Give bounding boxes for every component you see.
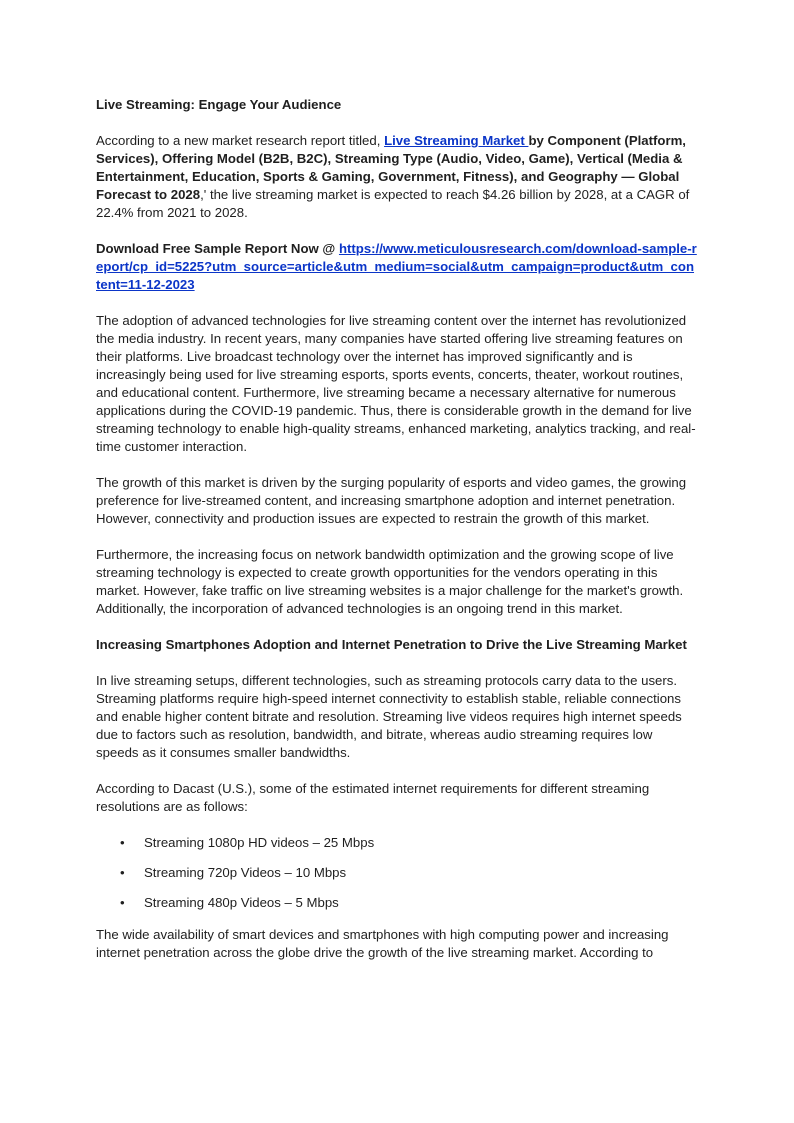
list-item: [96, 894, 698, 912]
bullet-icon: •: [120, 865, 125, 880]
document-page: [96, 96, 698, 980]
intro-prefix: According to a new market research report titled,: [96, 133, 385, 148]
section-paragraph-2: According to Dacast (U.S.), some of the estimated internet requirements for different streaming resolutions are as follows:: [96, 781, 650, 814]
list-item-text: Streaming 720p Videos – 10 Mbps: [144, 865, 347, 880]
list-item-text: Streaming 480p Videos – 5 Mbps: [144, 895, 339, 910]
requirements-list: [96, 834, 698, 912]
live-streaming-market-link[interactable]: Live Streaming Market: [384, 133, 529, 148]
section-heading: Increasing Smartphones Adoption and Internet Penetration to Drive the Live Streaming Market: [96, 637, 687, 652]
bullet-icon: •: [120, 835, 125, 850]
body-paragraph-2: The growth of this market is driven by the surging popularity of esports and video games, the growing preference for live-streamed content, and increasing smartphone adoption and internet penetration. However, connectivity and production issues are expected to restrain the growth of this market.: [96, 475, 687, 526]
bullet-icon: •: [120, 895, 125, 910]
document-title: Live Streaming: Engage Your Audience: [96, 97, 342, 112]
closing-paragraph: The wide availability of smart devices and smartphones with high computing power and increasing internet penetration across the globe drive the growth of the live streaming market. According to: [96, 927, 669, 960]
list-item-text: Streaming 1080p HD videos – 25 Mbps: [144, 835, 375, 850]
list-item: [96, 834, 698, 852]
body-paragraph-3: Furthermore, the increasing focus on network bandwidth optimization and the growing scope of live streaming technology is expected to create growth opportunities for the vendors operating in this market. However, fake traffic on live streaming websites is a major challenge for the market's growth. Additionally, the incorporation of advanced technologies is an ongoing trend in this market.: [96, 547, 684, 616]
download-paragraph: [96, 240, 698, 294]
download-sample-link[interactable]: https://www.meticulousresearch.com/download-sample-report/cp_id=5225?utm_source=article&utm_medium=social&utm_campaign=product&utm_content=11-12-2023: [96, 241, 697, 292]
intro-suffix: ,' the live streaming market is expected to reach $4.26 billion by 2028, at a CAGR of 22.4% from 2021 to 2028.: [96, 187, 690, 220]
intro-paragraph: [96, 132, 698, 222]
section-paragraph-1: In live streaming setups, different technologies, such as streaming protocols carry data to the users. Streaming platforms require high-speed internet connectivity to establish stable, reliable connections and enable higher content bitrate and resolution. Streaming live videos requires high internet speeds due to factors such as resolution, bandwidth, and bitrate, whereas audio streaming requires low speeds as it consumes smaller bandwidths.: [96, 673, 682, 760]
list-item: [96, 864, 698, 882]
download-label: Download Free Sample Report Now @: [96, 241, 339, 256]
report-title-bold: by Component (Platform, Services), Offering Model (B2B, B2C), Streaming Type (Audio, Video, Game), Vertical (Media & Entertainment, Education, Sports & Gaming, Government, Fitness), and Geography — Global Forecast to 2028: [96, 133, 686, 202]
body-paragraph-1: The adoption of advanced technologies for live streaming content over the internet has revolutionized the media industry. In recent years, many companies have started offering live streaming features on their platforms. Live broadcast technology over the internet has improved significantly and is increasingly being used for live streaming esports, sports events, concerts, theater, workout routines, and educational content. Furthermore, live streaming became a necessary alternative for numerous applications during the COVID-19 pandemic. Thus, there is considerable growth in the demand for live streaming technology to enable high-quality streams, enhanced marketing, analytics tracking, and real-time customer interaction.: [96, 313, 696, 454]
